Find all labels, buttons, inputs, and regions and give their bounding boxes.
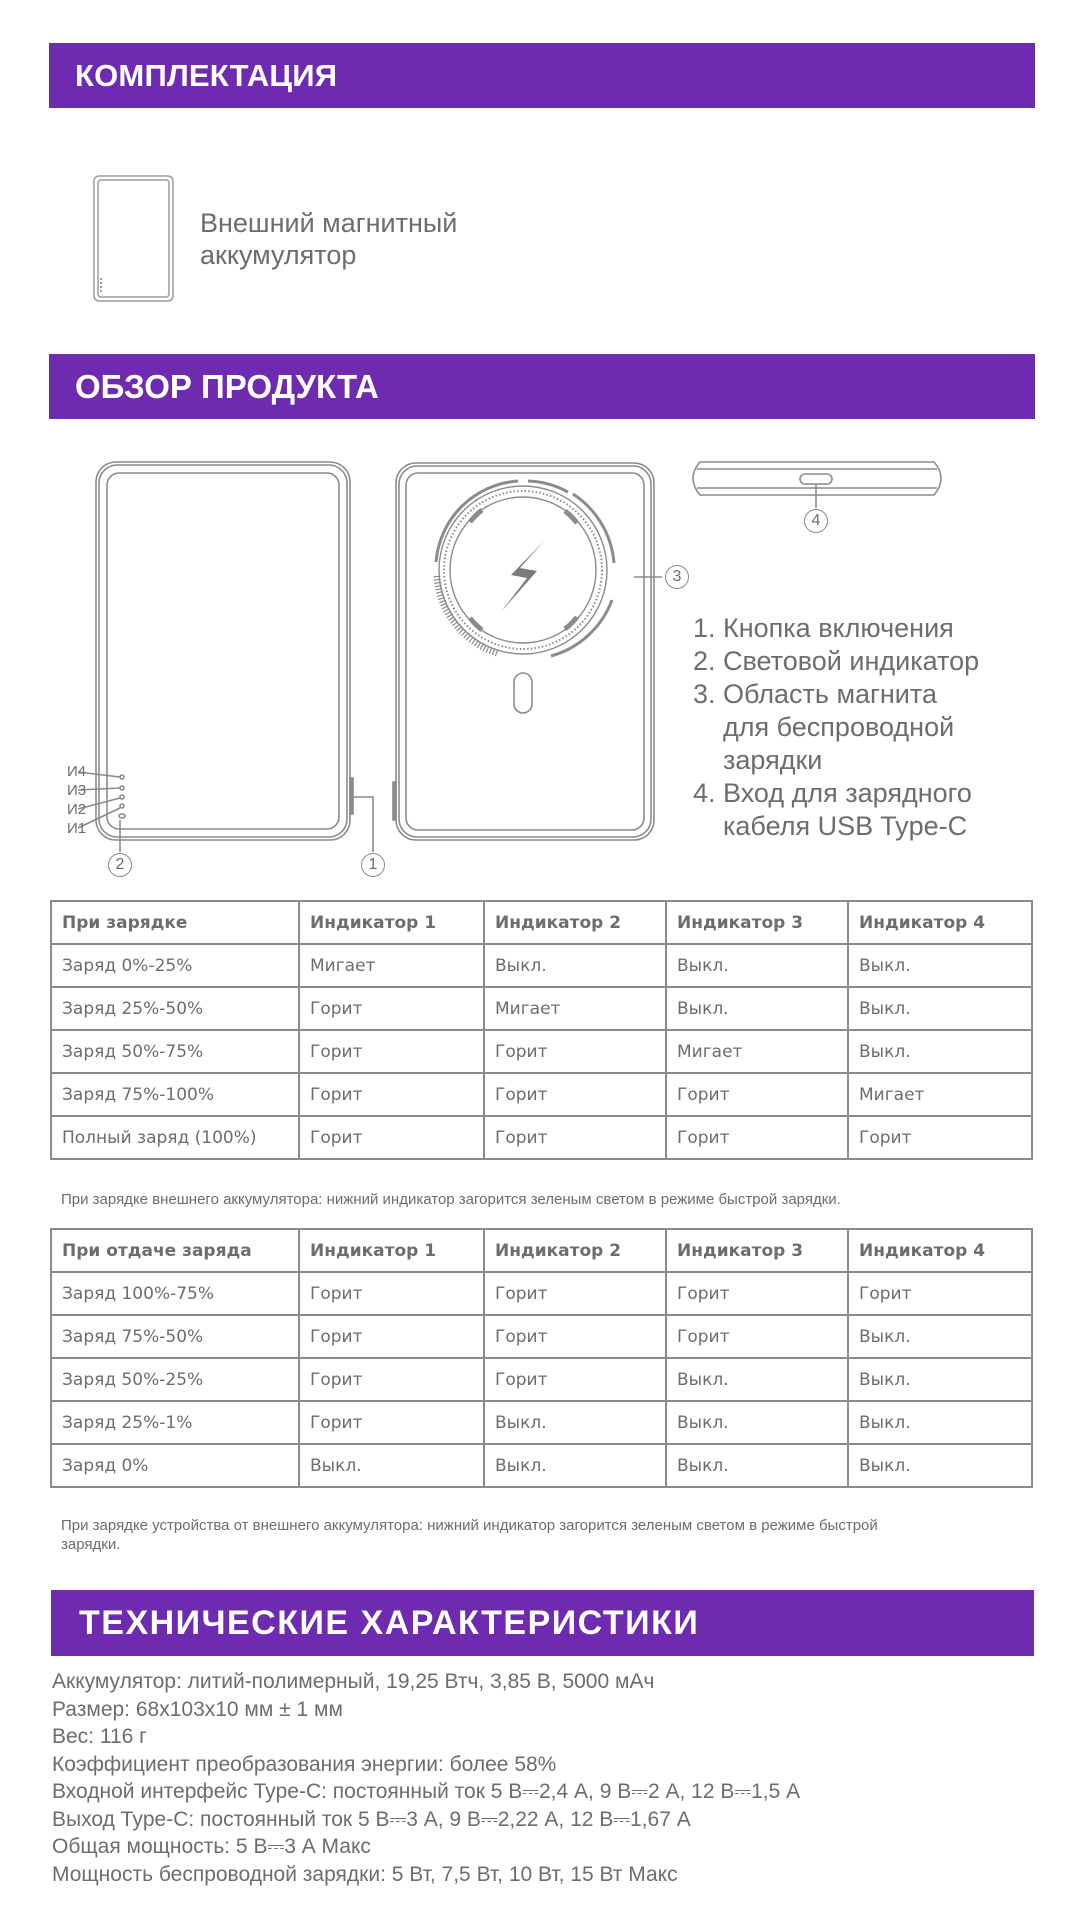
- table-cell: Заряд 0%: [51, 1444, 299, 1487]
- section-title-specs: ТЕХНИЧЕСКИЕ ХАРАКТЕРИСТИКИ: [79, 1603, 700, 1642]
- column-header: При зарядке: [51, 901, 299, 944]
- table-cell: Горит: [666, 1073, 848, 1116]
- indicator-labels: [67, 762, 86, 838]
- section-title-overview: ОБЗОР ПРОДУКТА: [75, 367, 379, 405]
- table-cell: Мигает: [299, 944, 484, 987]
- legend-number: 1.: [693, 613, 716, 643]
- column-header: Индикатор 1: [299, 901, 484, 944]
- legend-text: Вход для зарядного кабеля USB Type-C: [723, 778, 972, 841]
- legend-item: [693, 678, 1013, 777]
- table-cell: Выкл.: [484, 1401, 666, 1444]
- table-row: [51, 1116, 1032, 1159]
- table-cell: Заряд 0%-25%: [51, 944, 299, 987]
- table-cell: Выкл.: [848, 1315, 1032, 1358]
- table-cell: Горит: [484, 1073, 666, 1116]
- section-title-kit: КОМПЛЕКТАЦИЯ: [75, 57, 338, 93]
- legend-item: [693, 645, 1013, 678]
- table-cell: Горит: [848, 1272, 1032, 1315]
- callout-1: 1: [361, 853, 385, 877]
- table-cell: Выкл.: [299, 1444, 484, 1487]
- section-header-specs: [51, 1590, 1034, 1656]
- column-header: При отдаче заряда: [51, 1229, 299, 1272]
- table-cell: Заряд 75%-50%: [51, 1315, 299, 1358]
- spec-line-input: Входной интерфейс Type-C: постоянный ток 5 В⎓2,4 А, 9 В⎓2 А, 12 В⎓1,5 А: [52, 1780, 801, 1803]
- specs-list: [52, 1668, 800, 1888]
- table-header-row: [51, 901, 1032, 944]
- spec-line-efficiency: Коэффициент преобразования энергии: более 58%: [52, 1752, 557, 1776]
- callout-3: 3: [665, 565, 689, 589]
- table-cell: Полный заряд (100%): [51, 1116, 299, 1159]
- section-header-overview: [49, 354, 1035, 419]
- indicator-label-2: И2: [67, 801, 87, 818]
- legend-item: [693, 612, 1013, 645]
- legend-text: Область магнита для беспроводной зарядки: [723, 679, 955, 775]
- table-cell: Горит: [299, 987, 484, 1030]
- table-cell: Заряд 50%-75%: [51, 1030, 299, 1073]
- table-cell: Горит: [299, 1358, 484, 1401]
- table-cell: Мигает: [484, 987, 666, 1030]
- legend-number: 3.: [693, 679, 716, 709]
- power-bank-icon: [93, 175, 175, 303]
- table-cell: Выкл.: [848, 987, 1032, 1030]
- table-row: [51, 1315, 1032, 1358]
- table-cell: Выкл.: [848, 1444, 1032, 1487]
- table-cell: Горит: [299, 1401, 484, 1444]
- legend-text: Кнопка включения: [723, 613, 954, 643]
- table-cell: Выкл.: [848, 944, 1032, 987]
- discharging-indicator-table: [50, 1228, 1033, 1488]
- table-row: [51, 1358, 1032, 1401]
- indicator-label-3: И3: [67, 782, 87, 799]
- table-row: [51, 1444, 1032, 1487]
- spec-line-size: Размер: 68x103x10 мм ± 1 мм: [52, 1697, 343, 1721]
- table-cell: Заряд 100%-75%: [51, 1272, 299, 1315]
- table-cell: Горит: [666, 1272, 848, 1315]
- indicator-label-4: И4: [67, 763, 87, 780]
- spec-line-output: Выход Type-C: постоянный ток 5 В⎓3 А, 9 В⎓2,22 А, 12 В⎓1,67 А: [52, 1807, 691, 1831]
- device-side-view: [693, 462, 941, 508]
- column-header: Индикатор 2: [484, 1229, 666, 1272]
- table-cell: Горит: [299, 1272, 484, 1315]
- column-header: Индикатор 1: [299, 1229, 484, 1272]
- kit-item-label: Внешний магнитный аккумулятор: [200, 208, 458, 270]
- table-cell: Горит: [484, 1315, 666, 1358]
- legend-text: Световой индикатор: [723, 646, 980, 676]
- table-cell: Горит: [666, 1116, 848, 1159]
- table-cell: Мигает: [666, 1030, 848, 1073]
- callout-4: 4: [804, 509, 828, 533]
- spec-line-battery: Аккумулятор: литий-полимерный, 19,25 Втч, 3,85 В, 5000 мАч: [52, 1670, 655, 1693]
- table-cell: Горит: [299, 1073, 484, 1116]
- device-back-view: [393, 463, 662, 840]
- legend-number: 2.: [693, 646, 716, 676]
- table-cell: Горит: [484, 1358, 666, 1401]
- table-row: [51, 944, 1032, 987]
- callout-2: 2: [108, 853, 132, 877]
- table-cell: Горит: [484, 1116, 666, 1159]
- column-header: Индикатор 3: [666, 1229, 848, 1272]
- table-row: [51, 1073, 1032, 1116]
- column-header: Индикатор 2: [484, 901, 666, 944]
- table-cell: Горит: [666, 1315, 848, 1358]
- discharging-table-note: При зарядке устройства от внешнего аккумулятора: нижний индикатор загорится зеленым светом в режиме быстрой зарядки.: [61, 1517, 878, 1553]
- table-row: [51, 1272, 1032, 1315]
- column-header: Индикатор 4: [848, 901, 1032, 944]
- table-cell: Выкл.: [848, 1030, 1032, 1073]
- column-header: Индикатор 3: [666, 901, 848, 944]
- table-cell: Выкл.: [484, 1444, 666, 1487]
- section-header-kit: [49, 43, 1035, 108]
- lightning-icon: [501, 540, 545, 612]
- device-front-view: [78, 462, 373, 852]
- table-cell: Выкл.: [666, 1401, 848, 1444]
- spec-line-wireless-power: Мощность беспроводной зарядки: 5 Вт, 7,5 Вт, 10 Вт, 15 Вт Макс: [52, 1862, 678, 1886]
- table-cell: Горит: [299, 1030, 484, 1073]
- table-header-row: [51, 1229, 1032, 1272]
- table-cell: Мигает: [848, 1073, 1032, 1116]
- table-cell: Заряд 25%-1%: [51, 1401, 299, 1444]
- legend-item: [693, 777, 1013, 843]
- table-cell: Горит: [299, 1116, 484, 1159]
- table-cell: Выкл.: [666, 987, 848, 1030]
- table-cell: Выкл.: [848, 1401, 1032, 1444]
- parts-legend: [693, 612, 1013, 843]
- table-cell: Заряд 75%-100%: [51, 1073, 299, 1116]
- table-row: [51, 1401, 1032, 1444]
- table-cell: Заряд 50%-25%: [51, 1358, 299, 1401]
- table-cell: Горит: [484, 1272, 666, 1315]
- column-header: Индикатор 4: [848, 1229, 1032, 1272]
- table-cell: Заряд 25%-50%: [51, 987, 299, 1030]
- table-cell: Горит: [848, 1116, 1032, 1159]
- legend-number: 4.: [693, 778, 716, 808]
- table-cell: Выкл.: [666, 944, 848, 987]
- table-cell: Выкл.: [666, 1358, 848, 1401]
- table-row: [51, 987, 1032, 1030]
- table-cell: Выкл.: [484, 944, 666, 987]
- charging-table-note: При зарядке внешнего аккумулятора: нижний индикатор загорится зеленым светом в режиме быстрой зарядки.: [61, 1191, 841, 1208]
- spec-line-total-power: Общая мощность: 5 В⎓3 А Макс: [52, 1835, 371, 1858]
- spec-line-weight: Вес: 116 г: [52, 1725, 147, 1748]
- table-cell: Выкл.: [666, 1444, 848, 1487]
- indicator-label-1: И1: [67, 820, 87, 837]
- table-row: [51, 1030, 1032, 1073]
- table-cell: Горит: [484, 1030, 666, 1073]
- charging-indicator-table: [50, 900, 1033, 1160]
- table-cell: Выкл.: [848, 1358, 1032, 1401]
- table-cell: Горит: [299, 1315, 484, 1358]
